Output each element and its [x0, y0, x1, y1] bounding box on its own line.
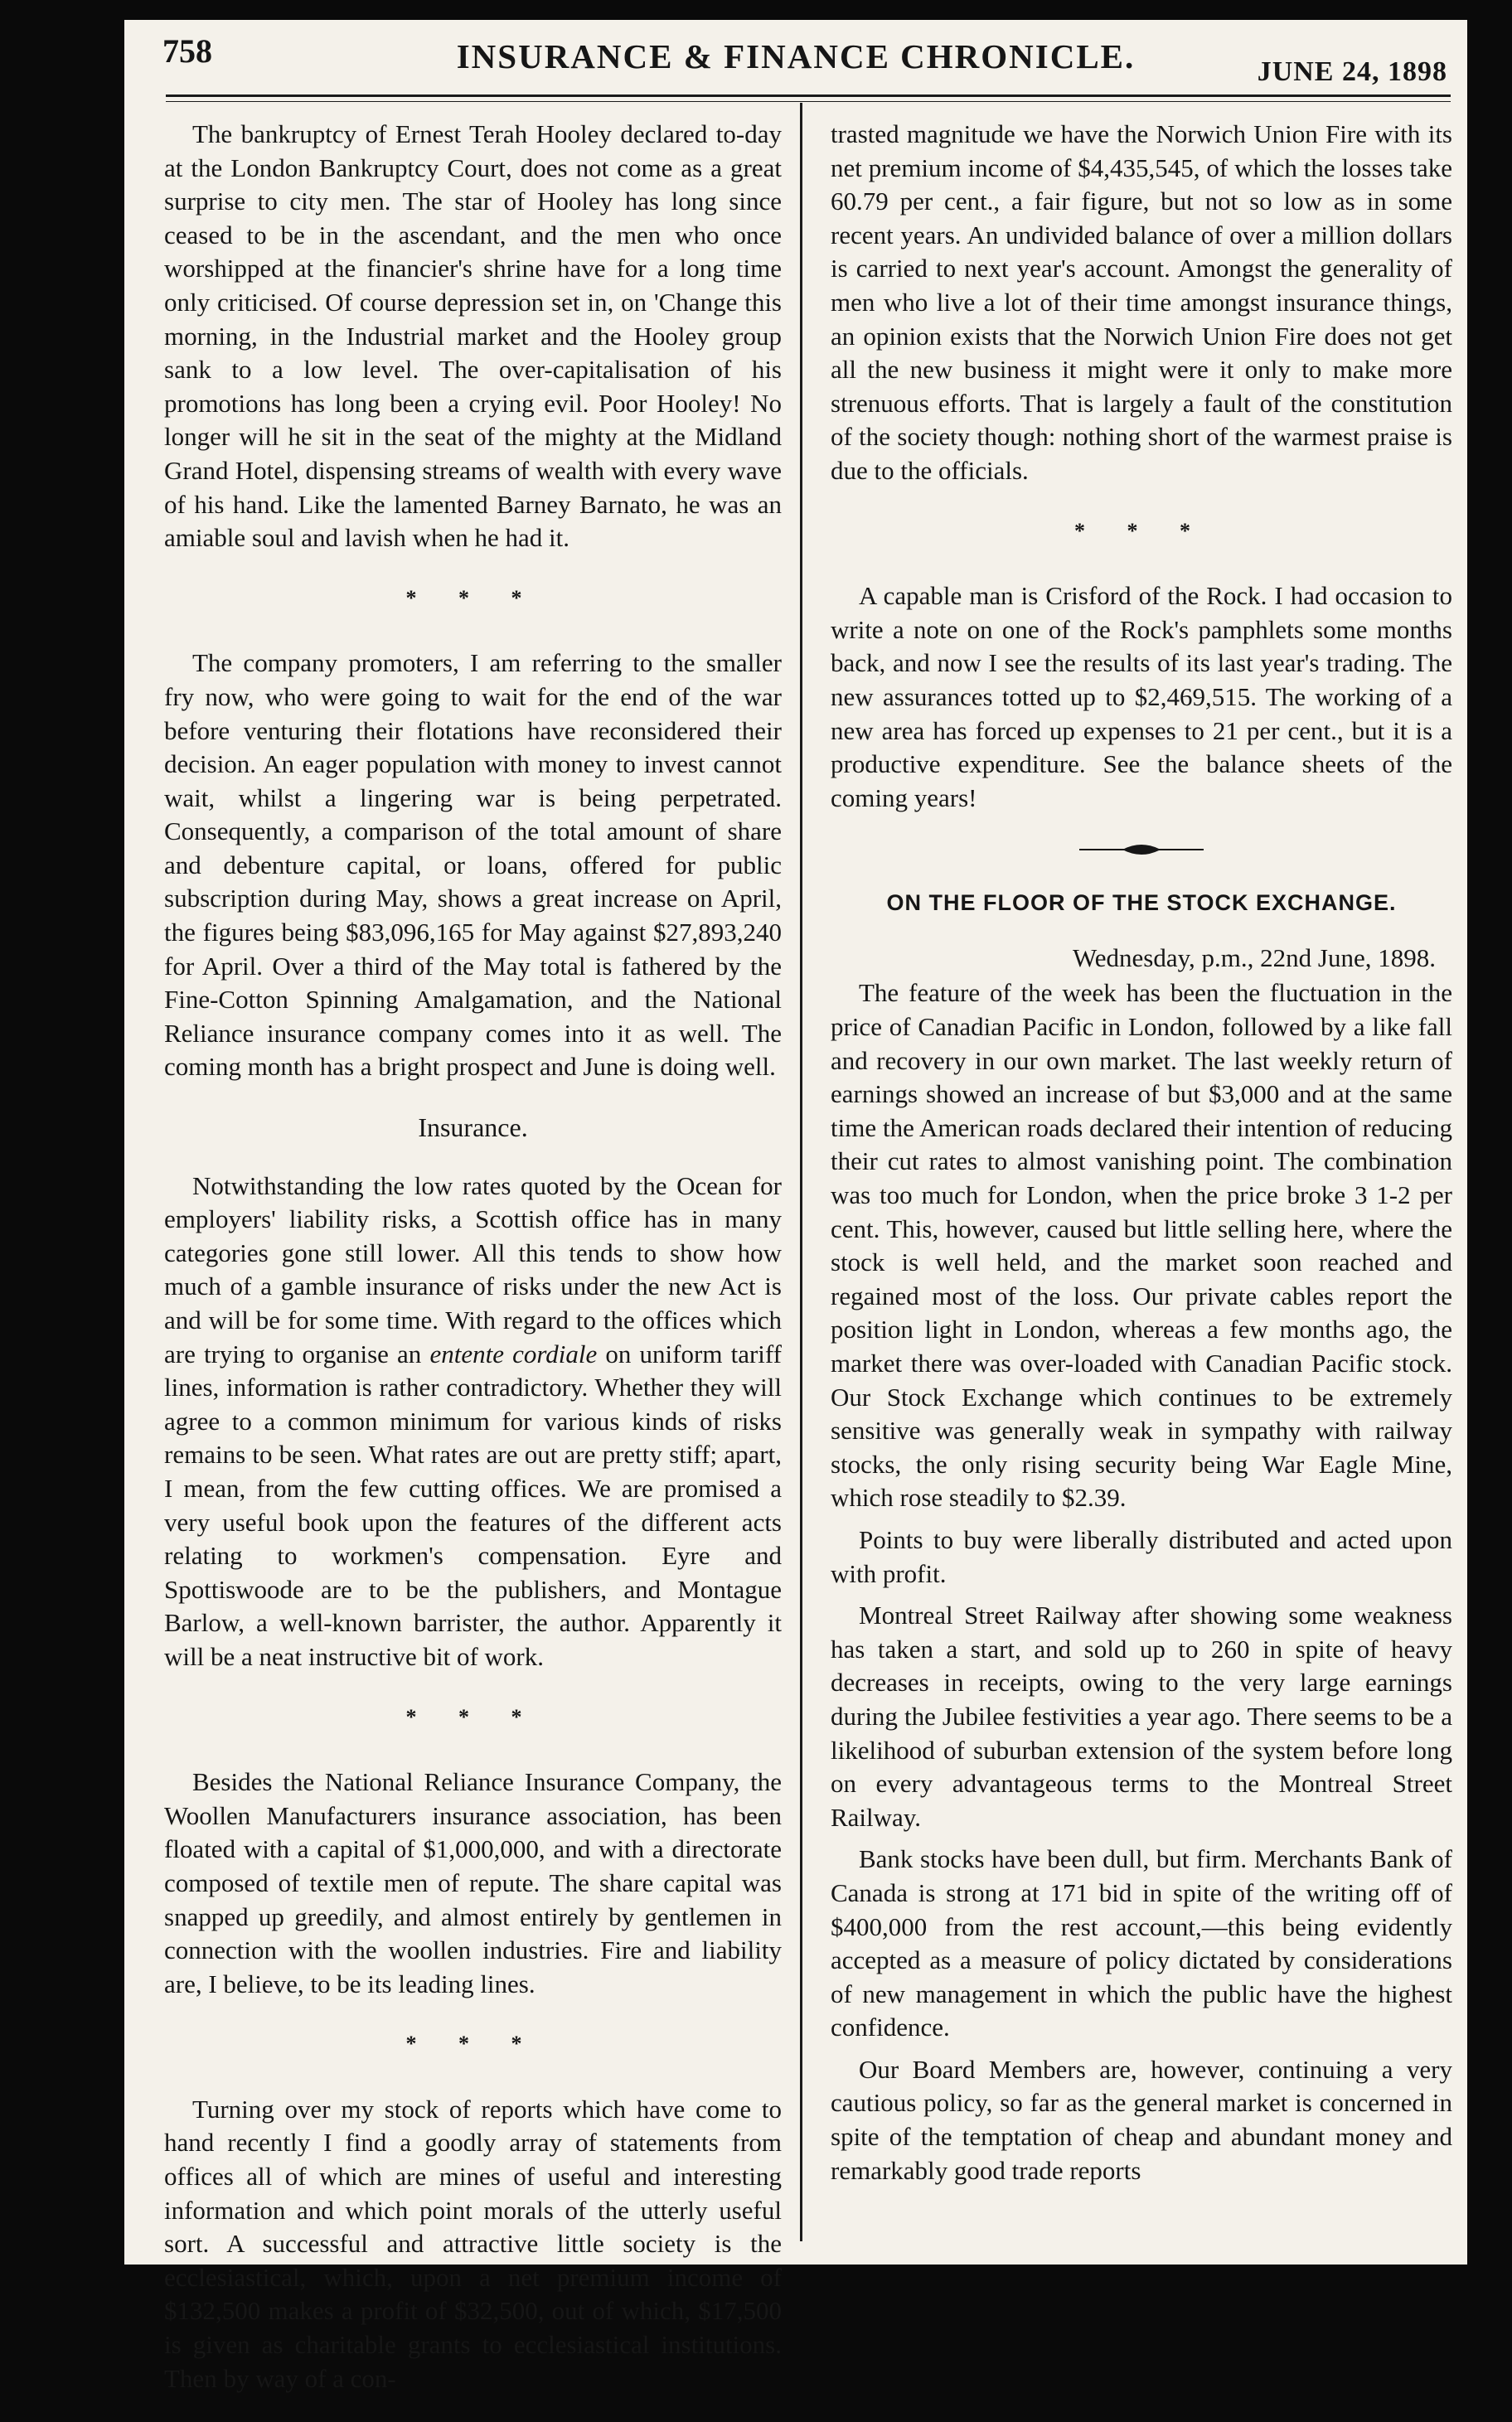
article-paragraph: The bankruptcy of Ernest Terah Hooley declared to-day at the London Bankruptcy Court, does not come as a great surprise to city men. The star of Hooley has long since ceased to be in the ascendant, and the men who once worshipped at the financier's shrine have for a long time only criticised. Of course depression set in, on 'Change this morning, in the Industrial market and the Hooley group sank to a low level. The over-capitalisation of his promotions has long been a crying evil. Poor Hooley! No longer will he sit in the seat of the mighty at the Midland Grand Hotel, dispensing streams of wealth with every wave of his hand. Like the lamented Barney Barnato, he was an amiable soul and lavish when he had it. — [164, 119, 782, 553]
section-separator: * * * — [405, 585, 540, 610]
page-header — [124, 20, 1467, 111]
article-paragraph: Bank stocks have been dull, but firm. Merchants Bank of Canada is strong at 171 bid in spite of the writing off of $400,000 from the rest account,—this being evidently accepted as a measure of policy dictated by considerations of new management in which the public have the highest confidence. — [831, 1844, 1452, 2042]
header-rule-thin — [166, 101, 1451, 102]
article-paragraph: Montreal Street Railway after showing some weakness has taken a start, and sold up to 260 in spite of heavy decreases in receipts, owing to the very large earnings during the Jubilee festivities a year ago. There seems to be a likelihood of suburban extension of the system before long on every advantageous terms to the Montreal Street Railway. — [831, 1601, 1452, 1832]
header-rule — [166, 94, 1451, 97]
text-run: Notwithstanding the low rates quoted by the Ocean for employers' liability risks, a Scottish office has in many categories gone still lower. All this tends to show how much of a gamble insurance of risks under the new Act is and will be for some time. With regard to the offices which are trying to organise an — [164, 1170, 782, 1368]
newspaper-page — [124, 20, 1467, 2393]
dateline: Wednesday, p.m., 22nd June, 1898. — [1072, 942, 1436, 972]
article-paragraph: A capable man is Crisford of the Rock. I had occasion to write a note on one of the Rock's pamphlets some months back, and now I see the results of its last year's trading. The new assurances totted up to $2,469,515. The working of a new area has forced up expenses to 21 per cent., but it is a productive expenditure. See the balance sheets of the coming years! — [831, 581, 1452, 812]
insurance-subhead: Insurance. — [418, 1112, 528, 1143]
right-column — [831, 118, 1452, 2196]
left-column — [164, 118, 782, 2422]
ornamental-divider-icon — [1079, 841, 1204, 858]
section-separator: * * * — [405, 1704, 540, 1729]
article-paragraph: The feature of the week has been the fluctuation in the price of Canadian Pacific in London, followed by a like fall and recovery in our own market. The last weekly return of earnings showed an increase of but $3,000 and at the same time the American roads declared their intention of reducing their cut rates to almost vanishing point. The combination was too much for London, when the price broke 3 1-2 per cent. This, however, caused but little selling here, where the stock is well held, and the market soon reached and regained most of the loss. Our private cables report the position light in London, whereas a few months ago, the market there was over-loaded with Canadian Pacific stock. Our Stock Exchange which continues to be extremely sensitive was generally weak in sympathy with railway stocks, the only rising security being War Eagle Mine, which rose steadily to $2.39. — [831, 978, 1452, 1513]
section-separator: * * * — [405, 2032, 540, 2056]
article-paragraph: Our Board Members are, however, continuing a very cautious policy, so far as the general market is concerned in spite of the temptation of cheap and abundant money and remarkably good trade reports — [831, 2054, 1452, 2185]
issue-date: JUNE 24, 1898 — [1257, 56, 1447, 87]
article-paragraph — [164, 1170, 782, 1674]
article-paragraph: Turning over my stock of reports which have come to hand recently I find a goodly array of statements from offices all of which are mines of useful and interesting information and which point morals of the utterly useful sort. A successful and attractive little society is the ecclesiastical, which, upon a net premium income of $132,500 makes a profit of $32,500, out of which, $17,500 is given as charitable grants to ecclesiastical institutions. Then by way of a con- — [164, 2094, 782, 2393]
page-number: 758 — [162, 32, 212, 70]
column-divider — [800, 103, 802, 2241]
italic-phrase: entente cordiale — [429, 1339, 598, 1368]
article-paragraph: trasted magnitude we have the Norwich Union Fire with its net premium income of $4,435,545, of which the losses take 60.79 per cent., a fair figure, but not so low as in some recent years. An undivided balance of over a million dollars is carried to next year's account. Amongst the generality of men who live a lot of their time amongst insurance things, an opinion exists that the Norwich Union Fire does not get all the new business it might were it only to make more strenuous efforts. That is largely a fault of the constitution of the society though: nothing short of the warmest praise is due to the officials. — [831, 119, 1452, 485]
article-paragraph: The company promoters, I am referring to the smaller fry now, who were going to wait for the end of the war before venturing their flotations have reconsidered their decision. An eager population with money to invest cannot wait, whilst a lingering war is being perpetrated. Consequently, a comparison of the total amount of share and debenture capital, or loans, offered for public subscription during May, shows a great increase on April, the figures being $83,096,165 for May against $27,893,240 for April. Over a third of the May total is fathered by the Fine-Cotton Spinning Amalgamation, and the National Reliance insurance company comes into it as well. The coming month has a bright prospect and June is doing well. — [164, 648, 782, 1082]
stock-exchange-heading: ON THE FLOOR OF THE STOCK EXCHANGE. — [886, 890, 1397, 916]
publication-title: INSURANCE & FINANCE CHRONICLE. — [456, 37, 1136, 75]
article-paragraph: Besides the National Reliance Insurance Company, the Woollen Manufacturers insurance association, has been floated with a capital of $1,000,000, and with a directorate composed of textile men of repute. The share capital was snapped up greedily, and almost entirely by gentlemen in connection with the woollen industries. Fire and liability are, I believe, to be its leading lines. — [164, 1767, 782, 1998]
section-separator: * * * — [1074, 518, 1209, 543]
article-paragraph: Points to buy were liberally distributed and acted upon with profit. — [831, 1524, 1452, 1588]
text-run: on uniform tariff lines, information is rather contradictory. Whether they will agree to a common minimum for various kinds of risks remains to be seen. What rates are out are pretty stiff; apart, I mean, from the few cutting offices. We are promised a very useful book upon the features of the different acts relating to workmen's compensation. Eyre and Spottiswoode are to be the publishers, and Montague Barlow, a well-known barrister, the author. Apparently it will be a neat instructive bit of work. — [164, 1339, 782, 1671]
